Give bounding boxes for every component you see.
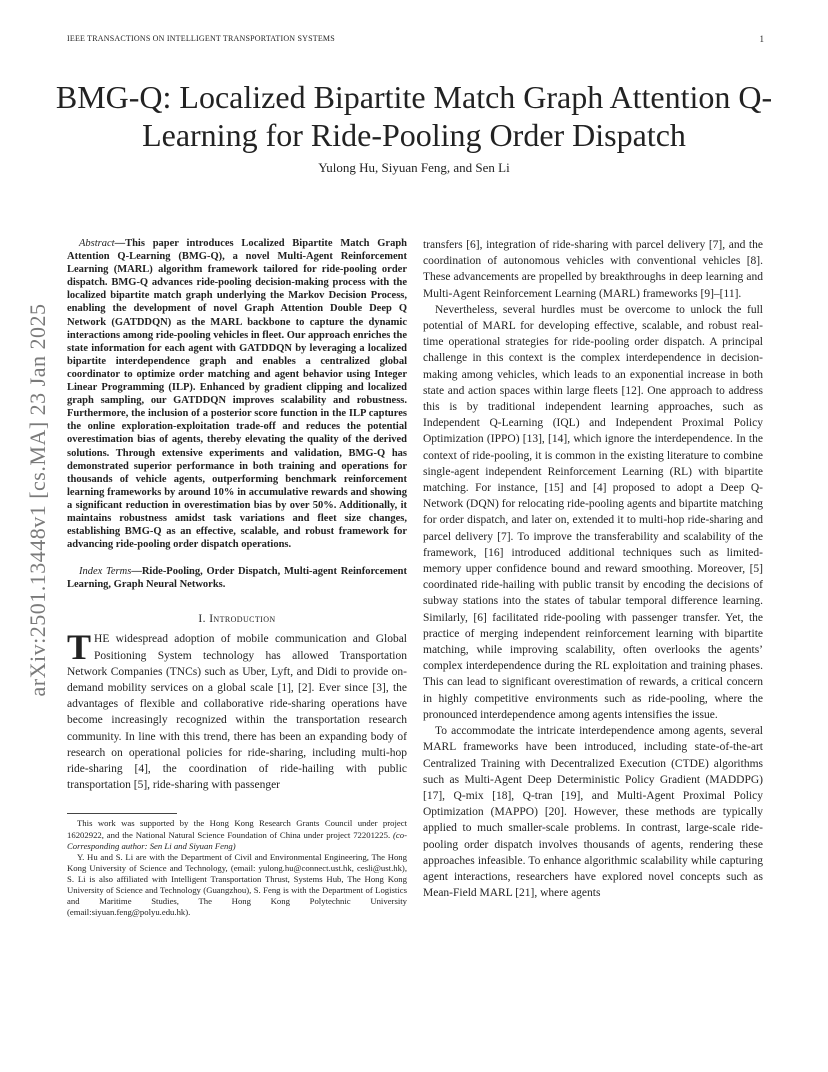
- paper-title: BMG-Q: Localized Bipartite Match Graph Attention Q-Learning for Ride-Pooling Order Dispatch: [55, 79, 773, 153]
- page-number: 1: [759, 34, 764, 44]
- right-column: [423, 237, 763, 901]
- journal-name: IEEE TRANSACTIONS ON INTELLIGENT TRANSPORTATION SYSTEMS: [67, 34, 335, 43]
- abstract: [67, 237, 407, 551]
- dropcap-letter: T: [67, 627, 92, 668]
- abstract-text: —This paper introduces Localized Bipartite Match Graph Attention Q-Learning (BMG-Q), a novel Multi-Agent Reinforcement Learning (MARL) algorithm framework tailored for ride-pooling order dispatch. BMG-Q advances ride-pooling decision-making process with the localized bipartite match graph underlying the Markov Decision Process, enabling the development of novel Graph Attention Double Deep Q Network (GATDDQN) as the MARL backbone to capture the dynamic interactions among ride-pooling vehicles in fleet. Our approach enriches the state information for each agent with GATDDQN by leveraging a localized bipartite interdependence graph and enables a centralized global coordinator to optimize order matching and agent behavior using Integer Linear Programming (ILP). Enhanced by gradient clipping and localized graph sampling, our GATDDQN improves scalability and robustness. Furthermore, the inclusion of a posterior score function in the ILP captures the online exploration-exploitation trade-off and reduces the potential overestimation bias of agents, thereby elevating the quality of the derived solutions. Through extensive experiments and validation, BMG-Q has demonstrated superior performance in both training and operations for thousands of vehicle agents, outperforming benchmark reinforcement learning frameworks by around 10% in accumulative rewards and showing a significant reduction in overestimation bias by over 50%. Additionally, it maintains robustness amidst task variations and fleet size changes, establishing BMG-Q as an effective, scalable, and robust framework for advancing ride-pooling order dispatch operations.: [67, 238, 407, 551]
- footnote-divider: [67, 813, 177, 814]
- footnote-affiliation: Y. Hu and S. Li are with the Department of Civil and Environmental Engineering, The Hong Kong University of Science and Technology, (email: yulong.hu@connect.ust.hk, cesli@ust.hk), S. Li is also affiliated with Intelligent Transportation Thrust, Systems Hub, The Hong Kong University of Science and Technology (Guangzhou), S. Feng is with the Department of Logistics and Maritime Studies, The Hong Kong Polytechnic University (email:siyuan.feng@polyu.edu.hk).: [67, 851, 407, 918]
- section-title: Introduction: [209, 613, 276, 626]
- index-terms: [67, 565, 407, 591]
- body-paragraph-3: To accommodate the intricate interdependence among agents, several MARL frameworks have been introduced, including state-of-the-art Centralized Training with Decentralized Execution (CTDE) algorithms such as Multi-Agent Deep Deterministic Policy Gradient (MADDPG) [17], Q-mix [18], Q-tran [19], and Multi-Agent Proximal Policy Optimization (MAPPO) [20]. However, these methods are typically applied to much smaller-scale problems. In contrast, large-scale ride-pooling order dispatch involves thousands of agents, rendering these approaches infeasible. To enhance algorithmic scalability while capturing agent interactions, researchers have explored novel concepts such as Mean-Field MARL [21], where agents: [423, 725, 763, 900]
- intro-text: HE widespread adoption of mobile communication and Global Positioning System technology has allowed Transportation Network Companies (TNCs) such as Uber, Lyft, and Didi to provide on-demand mobility services on a global scale [1], [2]. Ever since [3], the advantages of flexible and collaborative ride-sharing operations have become increasingly recognized within the transportation research community. In line with this trend, there has been an expanding body of research on operational policies for ride-sharing, including multi-hop ride-sharing [4], the coordination of ride-hailing with public transportation [5], ride-sharing with passenger: [67, 633, 407, 792]
- footnote-funding: [67, 818, 407, 851]
- body-paragraph-2: Nevertheless, several hurdles must be overcome to unlock the full potential of MARL for developing effective, scalable, and robust real-time operational strategies for ride-pooling order dispatch. A principal challenge in this context is the complex interdependence in decision-making among vehicles, which leads to an exponential increase in both state and action spaces within large fleets [12]. One approach to address this is by traditional independent learning approaches, such as Independent Q-Learning (IQL) and Independent Proximal Policy Optimization (IPPO) [13], [14], which ignore the interdependence. In the context of ride-pooling, it is common in the existing literature to combine single-agent independent Reinforcement Learning (RL) with bipartite matching. For instance, [15] and [4] proposed to adopt a Deep Q-Network (DQN) for relocating ride-pooling agents and bipartite matching for order dispatch, and later on, extended it to multi-hop ride-sharing and parcel delivery [7]. To improve the transferability and scalability of the framework, [16] introduced additional techniques such as limited-memory upper confidence bound and reward smoothing. Moreover, [5] coordinated ride-hailing with public transit by encoding the decisions of subway stations into the states of tabular temporal difference learning. Similarly, [6] facilitated ride-pooling with passenger transfer. Yet, the practice of merging independent reinforcement learning with bipartite matching, while improving scalability, often overlooks the agents’ complex interdependence during the RL exploitation and training phases. This can lead to significant overestimation of rewards, a critical concern in highly competitive environments such as ride-pooling, where the pronounced interdependence among agents intensifies the issue.: [423, 303, 763, 721]
- footnotes: [67, 818, 407, 918]
- section-heading: [67, 613, 407, 625]
- index-terms-text: —Ride-Pooling, Order Dispatch, Multi-agent Reinforcement Learning, Graph Neural Networks.: [67, 566, 407, 591]
- index-terms-lead: Index Terms: [79, 566, 132, 578]
- funding-text: This work was supported by the Hong Kong Research Grants Council under project 16202922, and the National Natural Science Foundation of China under project 72201225.: [67, 818, 407, 840]
- intro-paragraph: [67, 627, 407, 793]
- section-number: I.: [198, 613, 206, 626]
- corresponding-author-note: (co-Corresponding author: Sen Li and Siyuan Feng): [67, 829, 408, 851]
- left-column: [67, 237, 407, 918]
- abstract-lead: Abstract: [79, 238, 115, 249]
- author-list: Yulong Hu, Siyuan Feng, and Sen Li: [318, 160, 510, 175]
- running-head: [67, 34, 764, 43]
- arxiv-identifier: arXiv:2501.13448v1 [cs.MA] 23 Jan 2025: [25, 303, 50, 697]
- body-paragraph-1: transfers [6], integration of ride-sharing with parcel delivery [7], and the coordination of autonomous vehicles with conventional vehicles [8]. These advancements are propelled by breakthroughs in deep learning and Multi-Agent Reinforcement Learning (MARL) frameworks [9]–[11].: [423, 239, 763, 300]
